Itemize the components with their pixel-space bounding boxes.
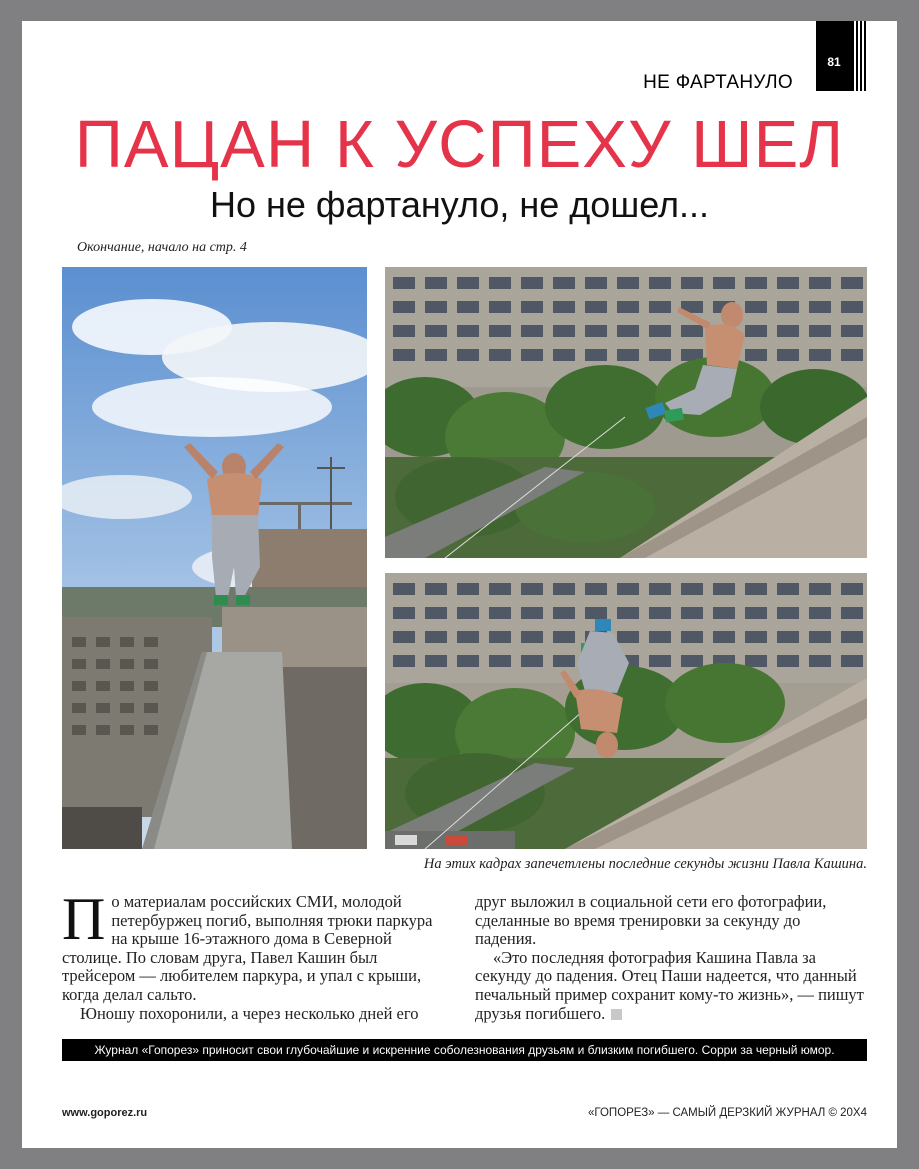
footer-website: www.goporez.ru — [62, 1107, 148, 1119]
continued-note: Окончание, начало на стр. 4 — [77, 240, 247, 255]
article-paragraph: Юношу похоронили, а через несколько дней его — [80, 1003, 419, 1023]
article-column-1 — [62, 886, 452, 1023]
paragraph-text: «Это последняя фотография Кашина Павла за секунду до падения. Отец Паши надеется, что данный печальный пример сохранит кому-то жизнь», — пишут друзья погибшего. — [475, 947, 864, 1023]
article-paragraph: друг выложил в социальной сети его фотографии, сделанные во время тренировки за секунду до падения. — [475, 892, 827, 949]
man-backflip-on-roof-photo — [385, 267, 867, 558]
man-falling-from-roof-photo — [385, 573, 867, 849]
footer-tagline: «ГОПОРЕЗ» — САМЫЙ ДЕРЗКИЙ ЖУРНАЛ © 20Х4 — [588, 1107, 867, 1119]
condolence-banner: Журнал «Гопорез» приносит свои глубочайшие и искренние соболезнования друзьям и близким погибшего. Сорри за черный юмор. — [62, 1039, 867, 1061]
subheadline: Но не фартануло, не дошел... — [209, 184, 710, 225]
article-paragraph — [62, 886, 452, 1005]
drop-cap: П — [62, 886, 106, 952]
end-mark-icon — [611, 1009, 622, 1020]
man-jumping-on-roof-edge-photo — [62, 267, 367, 849]
article-paragraph — [475, 949, 865, 1023]
magazine-page — [22, 21, 897, 1148]
section-title: НЕ ФАРТАНУЛО — [643, 72, 793, 93]
article-column-2 — [475, 893, 865, 1023]
photo-caption: На этих кадрах запечетлены последние секунды жизни Павла Кашина. — [423, 856, 867, 872]
page-number-tab — [816, 21, 866, 91]
paragraph-text: о материалам российских СМИ, молодой петербуржец погиб, выполняя трюки паркура на крыше 16-этажного дома в Северной столице. По словам друга, Павел Кашин был трейсером — любителем паркура, и упал с крыши, когда делал сальто. — [62, 892, 433, 1004]
page-number: 81 — [816, 55, 852, 69]
headline: ПАЦАН К УСПЕХУ ШЕЛ — [74, 107, 845, 182]
